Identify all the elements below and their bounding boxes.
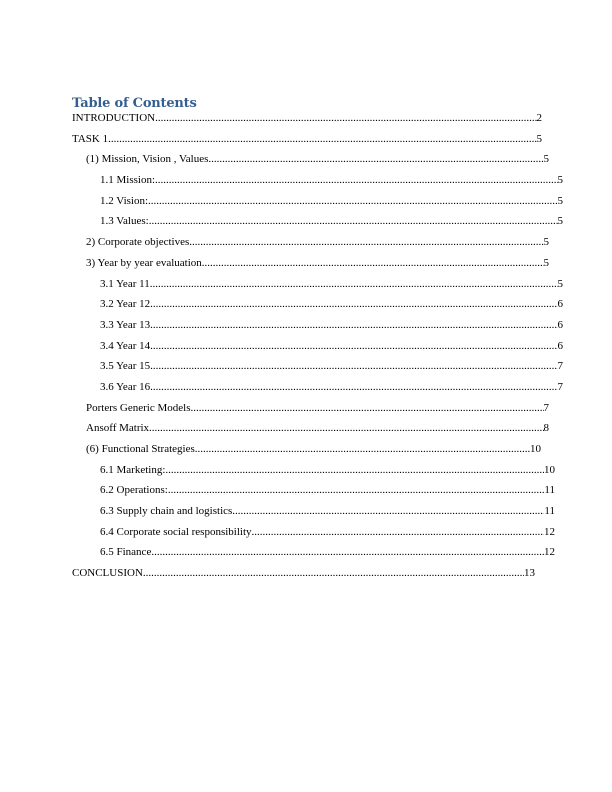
dot-leader xyxy=(165,464,544,477)
dot-leader xyxy=(195,443,530,456)
toc-entry-page: 7 xyxy=(557,380,563,393)
dot-leader xyxy=(150,360,557,373)
toc-entry-conclusion[interactable] xyxy=(72,567,535,588)
toc-entry-marketing[interactable] xyxy=(72,464,555,485)
toc-entry-supply-chain-logistics[interactable] xyxy=(72,505,555,526)
dot-leader xyxy=(149,215,558,228)
dot-leader xyxy=(150,381,557,394)
toc-entry-label: 3.1 Year 11 xyxy=(100,277,150,290)
toc-entry-page: 7 xyxy=(557,360,563,373)
toc-entry-year-12[interactable] xyxy=(72,298,563,319)
toc-entry-task-1[interactable] xyxy=(72,133,542,154)
toc-entry-label: 6.2 Operations: xyxy=(100,484,168,497)
toc-entry-corporate-social-responsibility[interactable] xyxy=(72,526,555,547)
toc-entry-label: 3) Year by year evaluation xyxy=(86,256,202,269)
toc-entries xyxy=(72,112,563,588)
toc-title: Table of Contents xyxy=(72,96,197,111)
dot-leader xyxy=(190,402,543,415)
toc-entry-label: INTRODUCTION xyxy=(72,112,156,124)
toc-entry-label: 6.3 Supply chain and logistics xyxy=(100,505,233,518)
dot-leader xyxy=(155,112,536,125)
toc-entry-page: 5 xyxy=(557,174,563,187)
toc-entry-page: 6 xyxy=(557,318,563,331)
toc-entry-mission-vision-values[interactable] xyxy=(72,153,549,174)
toc-entry-year-11[interactable] xyxy=(72,278,563,299)
toc-entry-year-14[interactable] xyxy=(72,340,563,361)
toc-entry-label: 3.5 Year 15 xyxy=(100,360,151,373)
dot-leader xyxy=(150,298,557,311)
toc-entry-values[interactable] xyxy=(72,215,563,236)
dot-leader xyxy=(208,153,543,166)
toc-entry-label: 1.2 Vision: xyxy=(100,194,149,207)
toc-entry-year-16[interactable] xyxy=(72,381,563,402)
dot-leader xyxy=(168,484,545,497)
toc-entry-label: (6) Functional Strategies xyxy=(86,443,195,455)
dot-leader xyxy=(148,195,557,208)
toc-entry-label: 3.2 Year 12 xyxy=(100,298,151,311)
toc-entry-page: 6 xyxy=(557,298,563,311)
toc-entry-functional-strategies[interactable] xyxy=(72,443,541,464)
toc-entry-year-13[interactable] xyxy=(72,319,563,340)
toc-entry-page: 7 xyxy=(543,401,549,414)
dot-leader xyxy=(189,236,543,249)
toc-entry-page: 2 xyxy=(536,112,542,124)
toc-entry-page: 5 xyxy=(557,215,563,228)
toc-entry-label: CONCLUSION xyxy=(72,567,143,580)
toc-entry-page: 6 xyxy=(557,339,563,352)
toc-entry-page: 10 xyxy=(544,463,555,476)
toc-entry-label: 2) Corporate objectives xyxy=(86,236,190,249)
dot-leader xyxy=(151,546,544,559)
toc-entry-page: 11 xyxy=(544,505,555,518)
toc-entry-label: 1.1 Mission: xyxy=(100,174,156,187)
dot-leader xyxy=(232,505,544,518)
toc-entry-ansoff-matrix[interactable] xyxy=(72,422,549,443)
table-of-contents xyxy=(72,95,563,588)
toc-entry-page: 5 xyxy=(543,236,549,249)
toc-entry-page: 5 xyxy=(557,277,563,290)
dot-leader xyxy=(108,133,536,146)
toc-entry-page: 12 xyxy=(544,525,555,538)
toc-entry-year-by-year-evaluation[interactable] xyxy=(72,257,549,278)
toc-entry-page: 5 xyxy=(557,194,563,207)
toc-entry-corporate-objectives[interactable] xyxy=(72,236,549,257)
toc-entry-label: Porters Generic Models xyxy=(86,401,191,414)
toc-entry-page: 11 xyxy=(544,484,555,497)
toc-entry-label: 3.4 Year 14 xyxy=(100,339,151,352)
toc-entry-finance[interactable] xyxy=(72,546,555,567)
toc-entry-porters-generic-models[interactable] xyxy=(72,402,549,423)
dot-leader xyxy=(143,567,524,580)
toc-entry-label: (1) Mission, Vision , Values xyxy=(86,153,209,166)
toc-entry-label: 6.1 Marketing: xyxy=(100,463,166,476)
toc-entry-label: 6.5 Finance xyxy=(100,546,152,559)
toc-entry-introduction[interactable] xyxy=(72,112,542,133)
dot-leader xyxy=(149,422,543,435)
toc-entry-page: 13 xyxy=(524,567,535,580)
dot-leader xyxy=(150,319,557,332)
toc-entry-label: 6.4 Corporate social responsibility xyxy=(100,525,252,538)
toc-entry-vision[interactable] xyxy=(72,195,563,216)
toc-entry-page: 12 xyxy=(544,546,555,559)
toc-entry-label: 3.6 Year 16 xyxy=(100,380,151,393)
toc-entry-label: Ansoff Matrix xyxy=(86,422,150,435)
dot-leader xyxy=(202,257,544,270)
toc-entry-label: TASK 1 xyxy=(72,132,109,145)
toc-entry-page: 5 xyxy=(543,256,549,269)
toc-entry-operations[interactable] xyxy=(72,484,555,505)
toc-entry-label: 1.3 Values: xyxy=(100,215,149,228)
toc-entry-label: 3.3 Year 13 xyxy=(100,318,151,331)
toc-entry-page: 5 xyxy=(543,153,549,166)
dot-leader xyxy=(150,340,557,353)
dot-leader xyxy=(150,278,558,291)
toc-entry-page: 10 xyxy=(530,443,541,455)
toc-entry-year-15[interactable] xyxy=(72,360,563,381)
dot-leader xyxy=(155,174,557,187)
toc-entry-page: 8 xyxy=(543,422,549,435)
toc-entry-page: 5 xyxy=(536,132,542,145)
toc-entry-mission[interactable] xyxy=(72,174,563,195)
dot-leader xyxy=(252,526,544,539)
